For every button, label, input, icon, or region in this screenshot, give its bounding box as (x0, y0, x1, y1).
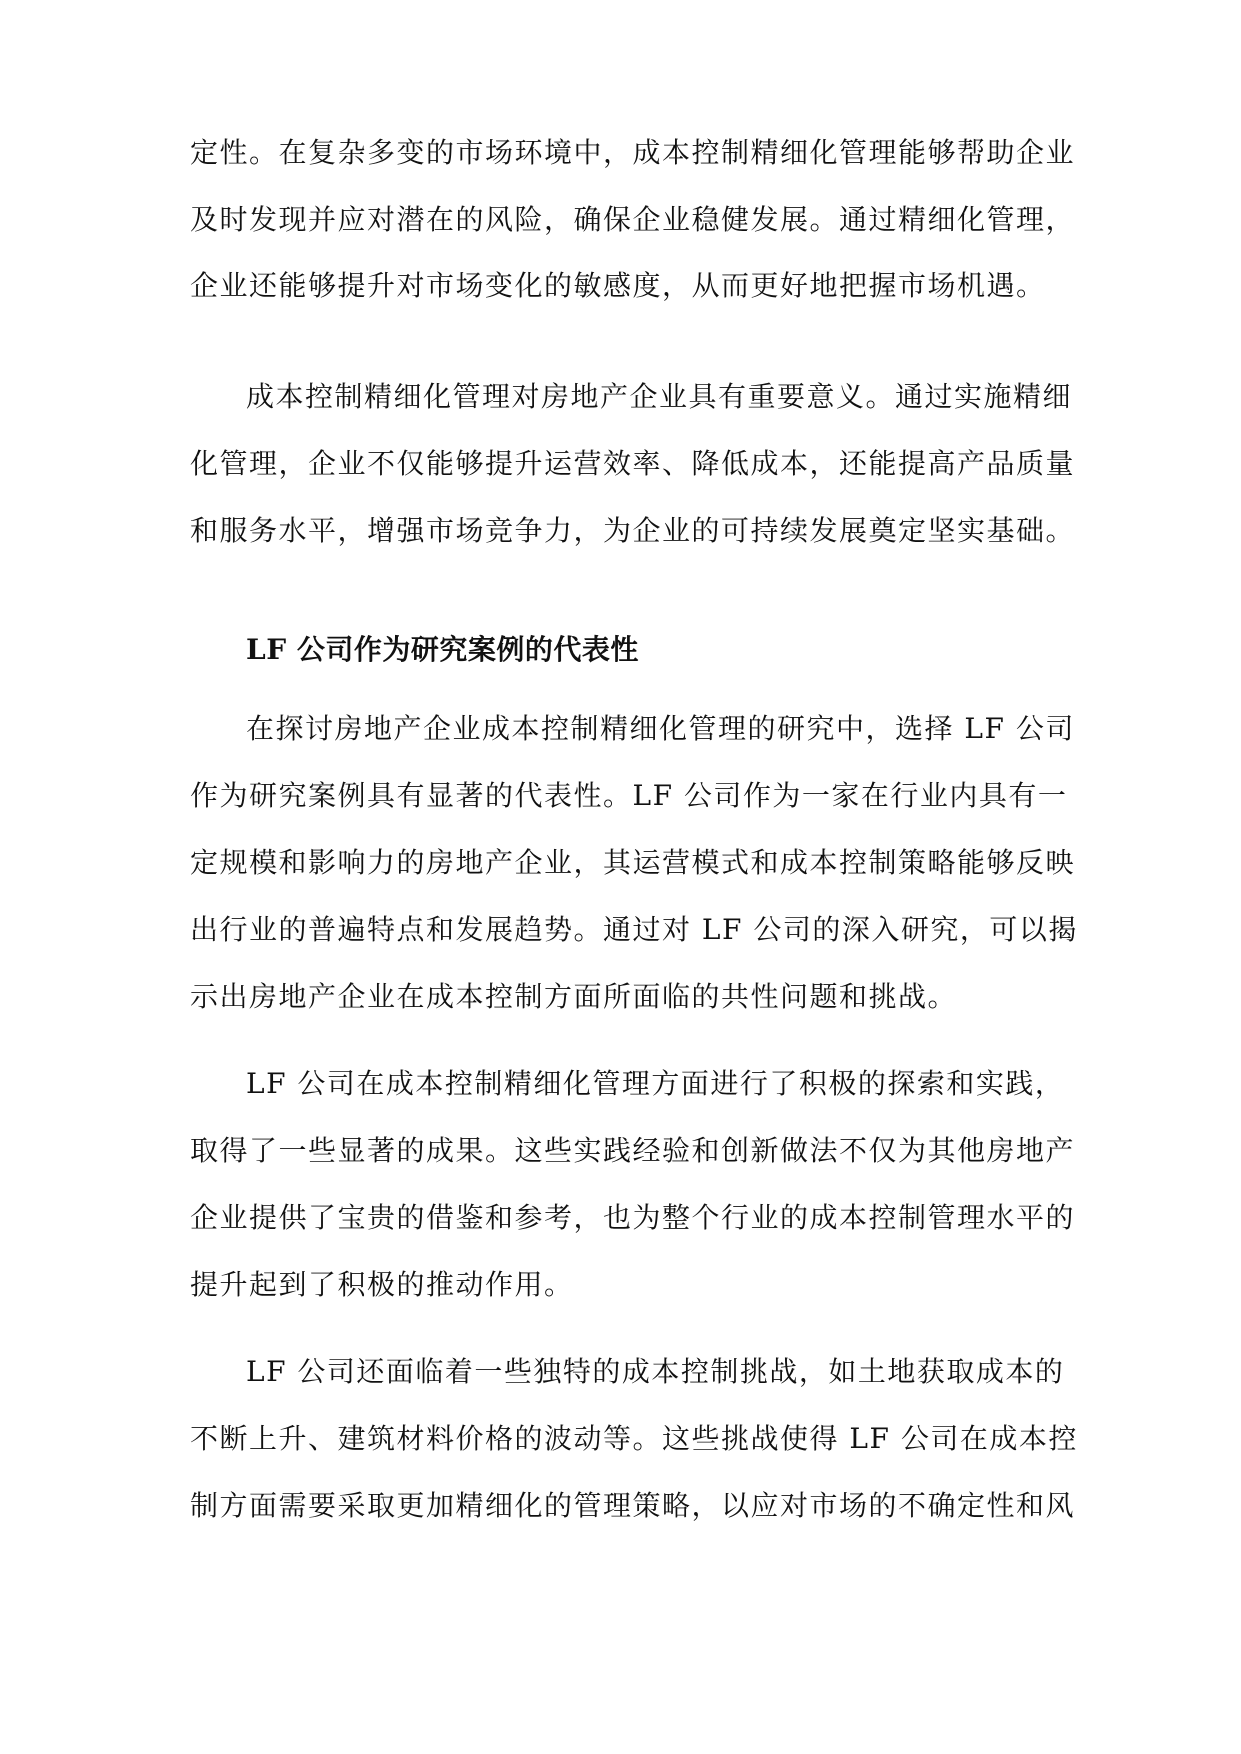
text-line: 取得了一些显著的成果。这些实践经验和创新做法不仅为其他房地产 (190, 1134, 1076, 1167)
text-line: 出行业的普遍特点和发展趋势。通过对 LF 公司的深入研究，可以揭 (190, 913, 1078, 946)
text-line: 定规模和影响力的房地产企业，其运营模式和成本控制策略能够反映 (190, 846, 1076, 879)
text-line: 作为研究案例具有显著的代表性。LF 公司作为一家在行业内具有一 (190, 779, 1068, 812)
text-line: 在探讨房地产企业成本控制精细化管理的研究中，选择 LF 公司 (246, 712, 1075, 745)
text-line: 成本控制精细化管理对房地产企业具有重要意义。通过实施精细 (246, 380, 1073, 413)
text-line: 制方面需要采取更加精细化的管理策略，以应对市场的不确定性和风 (190, 1489, 1076, 1522)
text-line: 提升起到了积极的推动作用。 (190, 1268, 574, 1301)
text-line: LF 公司还面临着一些独特的成本控制挑战，如土地获取成本的 (246, 1355, 1065, 1388)
text-line: 企业提供了宝贵的借鉴和参考，也为整个行业的成本控制管理水平的 (190, 1201, 1076, 1234)
section-heading: LF 公司作为研究案例的代表性 (246, 633, 639, 666)
text-line: 示出房地产企业在成本控制方面所面临的共性问题和挑战。 (190, 980, 958, 1013)
text-line: LF 公司在成本控制精细化管理方面进行了积极的探索和实践， (246, 1067, 1065, 1100)
text-line: 及时发现并应对潜在的风险，确保企业稳健发展。通过精细化管理， (190, 203, 1076, 236)
text-line: 企业还能够提升对市场变化的敏感度，从而更好地把握市场机遇。 (190, 269, 1046, 302)
text-line: 化管理，企业不仅能够提升运营效率、降低成本，还能提高产品质量 (190, 447, 1076, 480)
text-line: 定性。在复杂多变的市场环境中，成本控制精细化管理能够帮助企业 (190, 136, 1076, 169)
text-line: 和服务水平，增强市场竞争力，为企业的可持续发展奠定坚实基础。 (190, 514, 1076, 547)
text-line: 不断上升、建筑材料价格的波动等。这些挑战使得 LF 公司在成本控 (190, 1422, 1078, 1455)
